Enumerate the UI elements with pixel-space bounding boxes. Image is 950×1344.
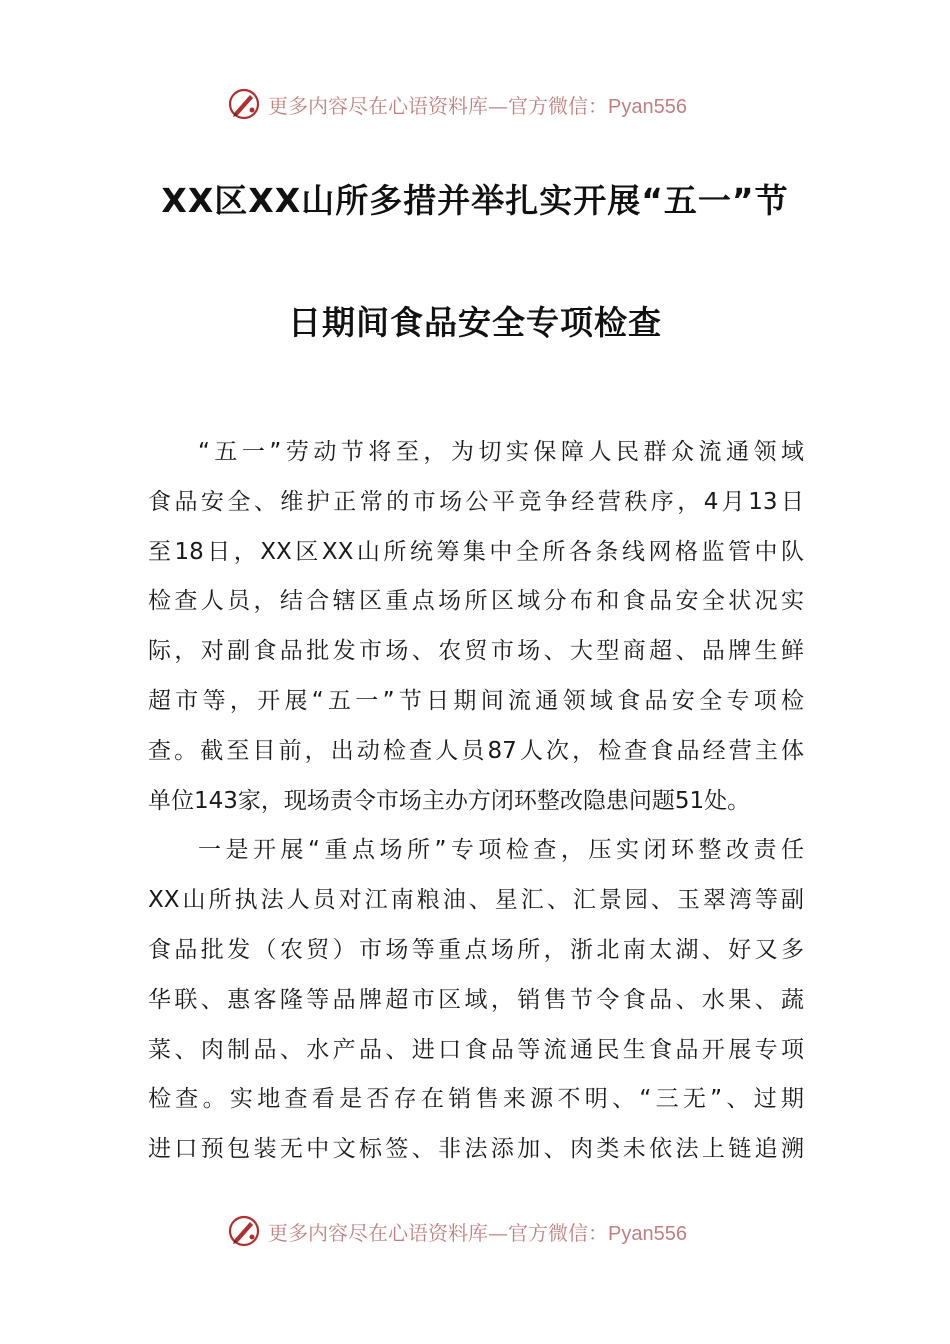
body-line: 检查。实地查看是否存在销售来源不明、“三无”、过期 <box>148 1086 804 1113</box>
body-line: XX山所执法人员对江南粮油、星汇、汇景园、玉翠湾等副 <box>148 887 804 914</box>
footer-banner <box>0 1211 950 1251</box>
body-line: “五一”劳动节将至，为切实保障人民群众流通领域 <box>198 439 804 465</box>
body-line: 食品安全、维护正常的市场公平竞争经营秩序，4月13日 <box>148 488 804 515</box>
body-line: 际，对副食品批发市场、农贸市场、大型商超、品牌生鲜 <box>148 638 804 665</box>
banner-content <box>226 1211 687 1251</box>
banner-wechat-code: Pyan556 <box>608 1222 687 1245</box>
pen-circle-logo-icon <box>226 1213 262 1249</box>
pen-circle-logo-icon <box>226 86 262 122</box>
banner-site-name: 更多内容尽在心语资料库 <box>268 93 488 118</box>
banner-dash: — <box>488 1220 508 1245</box>
banner-site-name: 更多内容尽在心语资料库 <box>268 1220 488 1245</box>
banner-content <box>226 84 687 124</box>
banner-wechat-label: 官方微信： <box>508 93 608 118</box>
banner-text <box>268 1217 687 1246</box>
body-line: 进口预包装无中文标签、非法添加、肉类未依法上链追溯 <box>148 1136 804 1163</box>
body-line: 食品批发（农贸）市场等重点场所，浙北南太湖、好又多 <box>148 936 804 963</box>
document-body <box>148 428 804 1175</box>
banner-wechat-code: Pyan556 <box>608 95 687 118</box>
banner-text <box>268 90 687 119</box>
body-line: 菜、肉制品、水产品、进口食品等流通民生食品开展专项 <box>148 1036 804 1063</box>
body-line: 单位143家，现场责令市场主办方闭环整改隐患问题51处。 <box>148 787 751 814</box>
body-line: 一是开展“重点场所”专项检查，压实闭环整改责任 <box>198 837 804 864</box>
banner-wechat-label: 官方微信： <box>508 1220 608 1245</box>
banner-dash: — <box>488 93 508 118</box>
document-title-line-1: XX区XX山所多措并举扎实开展“五一”节 <box>161 181 789 220</box>
body-line: 检查人员，结合辖区重点场所区域分布和食品安全状况实 <box>148 588 804 615</box>
header-banner <box>0 84 950 124</box>
document-title-line-2: 日期间食品安全专项检查 <box>288 303 662 342</box>
body-line: 超市等，开展“五一”节日期间流通领域食品安全专项检 <box>148 687 804 714</box>
body-line: 查。截至目前，出动检查人员87人次，检查食品经营主体 <box>148 737 804 764</box>
body-line: 至18日，XX区XX山所统筹集中全所各条线网格监管中队 <box>148 538 804 565</box>
body-line: 华联、惠客隆等品牌超市区域，销售节令食品、水果、蔬 <box>148 986 804 1013</box>
